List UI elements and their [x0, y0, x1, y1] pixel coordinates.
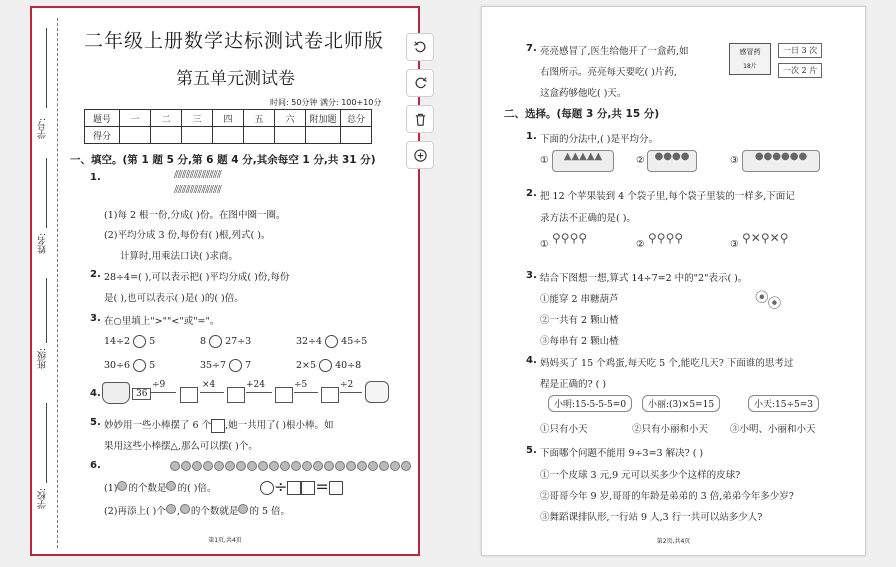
- rotate-left-icon: [413, 40, 428, 55]
- arrow: [200, 392, 224, 393]
- circles-figure-2: ●●●●●●: [742, 150, 820, 172]
- cut-line: [57, 18, 58, 548]
- pot-icon: [102, 382, 130, 404]
- expr-xiaotian: 小天:15÷5=3: [748, 395, 819, 412]
- square-icon: [211, 419, 225, 433]
- answer-box[interactable]: [321, 387, 339, 403]
- beads-row: [170, 456, 412, 475]
- bead-icon: [117, 481, 127, 491]
- division-boxes: ÷ =: [260, 477, 343, 496]
- add-icon: [413, 148, 428, 163]
- rotate-right-button[interactable]: [406, 69, 434, 97]
- arrow: [246, 392, 272, 393]
- side-label-class: 班级:: [38, 348, 48, 370]
- bead-icon: [166, 481, 176, 491]
- medicine-box-icon: 感冒药 18片: [729, 43, 771, 75]
- compare-item: 14÷2 5: [104, 336, 156, 347]
- rotate-right-icon: [413, 76, 428, 91]
- chain-start: 36: [132, 388, 151, 400]
- compare-item: 32÷4 45÷5: [296, 336, 368, 347]
- arrow: [150, 392, 176, 393]
- compare-item: 2×5 40÷8: [296, 360, 362, 371]
- bead-icon: [238, 504, 248, 514]
- time-score-info: 时间: 50分钟 满分: 100+10分: [270, 98, 382, 107]
- apples-bags-figure-3: ⚲✕⚲✕⚲: [742, 231, 789, 245]
- rotate-left-button[interactable]: [406, 33, 434, 61]
- triangle-icon: △: [170, 441, 178, 452]
- page-footer: 第1页,共4页: [208, 537, 242, 544]
- side-label-name: 姓名:: [38, 233, 48, 255]
- arrow: [294, 392, 318, 393]
- compare-item: 30÷6 5: [104, 360, 156, 371]
- section-1-heading: 一、填空。(第 1 题 5 分,第 6 题 4 分,其余每空 1 分,共 31 分): [70, 154, 376, 166]
- arrow: [340, 392, 362, 393]
- page-footer: 第2页,共4页: [656, 538, 691, 545]
- circles-figure: ●●●●: [647, 150, 697, 172]
- compare-item: 8 27÷3: [200, 336, 252, 347]
- page-title: 二年级上册数学达标测试卷北师版: [84, 30, 385, 52]
- teapot-icon: [365, 381, 389, 403]
- side-label-student-id: 学号:: [38, 118, 48, 140]
- expr-xiaoming: 小明:15-5-5-5=0: [548, 395, 632, 412]
- tanghulu-icon: ⦿⦿: [751, 287, 784, 315]
- page-subtitle: 第五单元测试卷: [176, 69, 295, 89]
- apples-bags-figure: ⚲⚲⚲⚲: [552, 231, 588, 245]
- page-2[interactable]: 7. 亮亮感冒了,医生给他开了一盒药,如 右图所示。亮亮每天要吃( )片药, 这盒药够他吃( )天。 感冒药 18片 一日 3 次 一次 2 片 二、选择。(每题 3 分,共 15 分) 1. 下面的分法中,( )是平均分。 ① ▲▲▲▲▲ ② ●●●● ③ ●●●●●● 2. 把 12 个苹果装到 4 个袋子里,每个袋子里装的一样多,下面记 录方法不正确的是( )。 ① ⚲⚲⚲⚲ ② ⚲⚲⚲⚲ ③ ⚲✕⚲✕⚲ 3. 结合下图想一想,算式 14÷7=2 中的"2"表示( )。 ①能穿 2 串糖葫芦 ②一共有 2 颗山楂 ③每串有 2 颗山楂 ⦿⦿ 4. 妈妈买了 15 个鸡蛋,每天吃 5 个,能吃几天? 下面谁的思考过 程是正确的? ( ) 小明:15-5-5-5=0 小丽:(3)×5=15 小天:15÷5=3 ①只有小天 ②只有小丽和小天 ③小明、小丽和小天 5. 下面哪个问题不能用 9÷3=3 解决? ( ) ①一个皮球 3 元,9 元可以买多少个这样的皮球? ②哥哥今年 9 岁,哥哥的年龄是弟弟的 3 倍,弟弟今年多少岁? ③舞蹈课排队形,一行站 9 人,3 行一共可以站多少人? 第2页,共4页: [481, 6, 866, 556]
- binding-margin: [32, 8, 58, 554]
- bead-icon: [180, 504, 190, 514]
- sticks-illustration-row2: ⫽⫽⫽⫽⫽⫽⫽⫽⫽⫽⫽⫽: [174, 183, 221, 196]
- answer-box[interactable]: [227, 387, 245, 403]
- sticks-illustration: ⫽⫽⫽⫽⫽⫽⫽⫽⫽⫽⫽⫽: [174, 168, 221, 181]
- dose-label: 一日 3 次: [778, 43, 822, 58]
- apples-bags-figure-2: ⚲⚲⚲⚲: [648, 231, 684, 245]
- delete-button[interactable]: [406, 105, 434, 133]
- triangles-figure: ▲▲▲▲▲: [552, 150, 614, 172]
- answer-box[interactable]: [275, 387, 293, 403]
- score-table: 题号 一 二 三 四 五 六 附加题 总分 得分: [84, 109, 372, 144]
- bead-icon: [166, 504, 176, 514]
- section-2-heading: 二、选择。(每题 3 分,共 15 分): [504, 108, 660, 120]
- page-1[interactable]: 学号: 姓名: 班级: 学校: 二年级上册数学达标测试卷北师版 第五单元测试卷 时间: 50分钟 满分: 100+10分 题号 一 二 三 四 五 六 附加题 总分 得分 一、填空。(第 1 题 5 分,第 6 题 4 分,其余每空 1 分,共 31 分) 1. ⫽⫽⫽⫽⫽⫽⫽⫽⫽⫽⫽⫽ ⫽⫽⫽⫽⫽⫽⫽⫽⫽⫽⫽⫽ (1)每 2 根一份,分成( )份。在图中圈一圈。 (2)平均分成 3 份,每份有( )根,列式( )。 计算时,用乘法口诀( )求商。 2. 28÷4=( ),可以表示把( )平均分成( )份,每份 是( ),也可以表示( )是( )的( )倍。 3. 在○里填上">""<"或"="。 14÷2 5 8 27÷3 32÷4 45÷5 30÷6 5 35÷7 7 2×5 40÷8 4. 36 ÷9 ×4 +24 ÷5 ÷2 5. 妙妙用一些小棒摆了 6 个 ,她一共用了( )根小棒。如 果用这些小棒摆△,那么可以摆( )个。 6. (1) 的个数是 的( )倍。 ÷ = (2)再添上( )个 , 的个数就是 的 5 倍。 第1页,共4页: [30, 6, 420, 556]
- delete-icon: [413, 112, 428, 127]
- dose-label: 一次 2 片: [778, 63, 822, 78]
- answer-box[interactable]: [180, 387, 198, 403]
- add-page-button[interactable]: [406, 141, 434, 169]
- side-label-school: 学校:: [38, 488, 48, 510]
- expr-xiaoli: 小丽:(3)×5=15: [642, 395, 720, 412]
- compare-item: 35÷7 7: [200, 360, 252, 371]
